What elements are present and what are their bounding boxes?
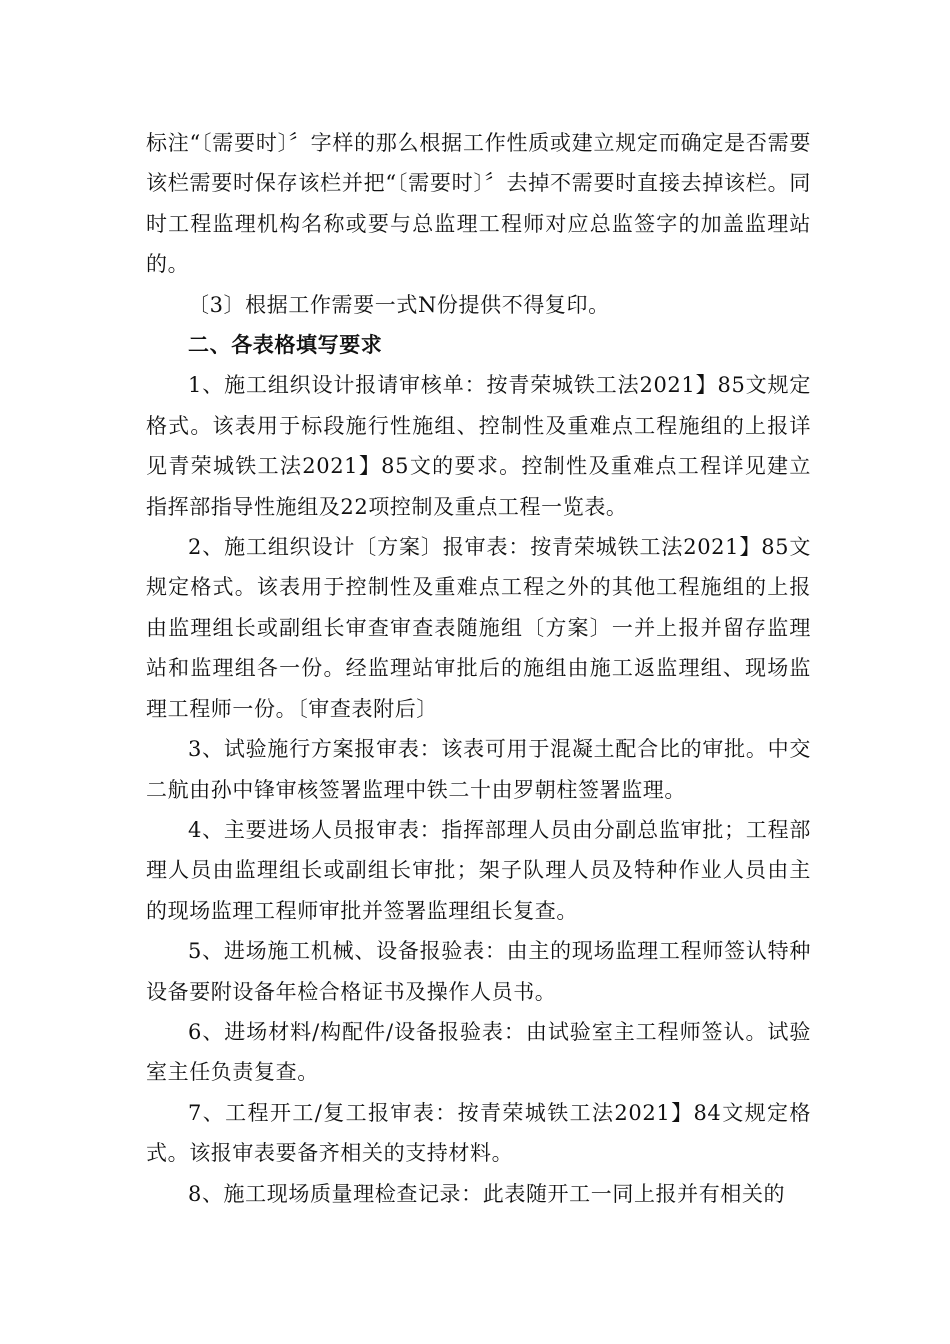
paragraph-item-3: 3、试验施行方案报审表：该表可用于混凝土配合比的审批。中交二航由孙中锋审核签署监理中铁二十由罗朝柱签署监理。 [146,737,811,802]
section-heading: 二、各表格填写要求 [188,332,383,358]
paragraph-item-4: 4、主要进场人员报审表：指挥部理人员由分副总监审批；工程部理人员由监理组长或副组长审批；架子队理人员及特种作业人员由主的现场监理工程师审批并签署监理组长复查。 [146,817,811,923]
paragraph-note-3: 〔3〕根据工作需要一式N份提供不得复印。 [188,292,610,317]
paragraph-continued: 标注“〔需要时〕〞字样的那么根据工作性质或建立规定而确定是否需要该栏需要时保存该栏并把“〔需要时〕〞去掉不需要时直接去掉该栏。同时工程监理机构名称或要与总监理工程师对应总监签字的加盖监理站的。 [146,131,811,277]
paragraph-item-7: 7、工程开工/复工报审表：按青荣城铁工法2021】84文规定格式。该报审表要备齐相关的支持材料。 [146,1100,811,1166]
paragraph-item-8: 8、施工现场质量理检查记录：此表随开工一同上报并有相关的 [188,1181,786,1206]
paragraph-item-6: 6、进场材料/构配件/设备报验表：由试验室主工程师签认。试验室主任负责复查。 [146,1019,811,1085]
paragraph-item-1: 1、施工组织设计报请审核单：按青荣城铁工法2021】85文规定格式。该表用于标段施行性施组、控制性及重难点工程施组的上报详见青荣城铁工法2021】85文的要求。控制性及重难点工程详见建立指挥部指导性施组及22项控制及重点工程一览表。 [146,373,811,519]
paragraph-item-2: 2、施工组织设计〔方案〕报审表：按青荣城铁工法2021】85文规定格式。该表用于控制性及重难点工程之外的其他工程施组的上报由监理组长或副组长审查审查表随施组〔方案〕一并上报并留存监理站和监理组各一份。经监理站审批后的施组由施工返监理组、现场监理工程师一份。〔审查表附后〕 [146,535,811,721]
document-body [146,123,811,1214]
paragraph-item-5: 5、进场施工机械、设备报验表：由主的现场监理工程师签认特种设备要附设备年检合格证书及操作人员书。 [146,939,811,1004]
